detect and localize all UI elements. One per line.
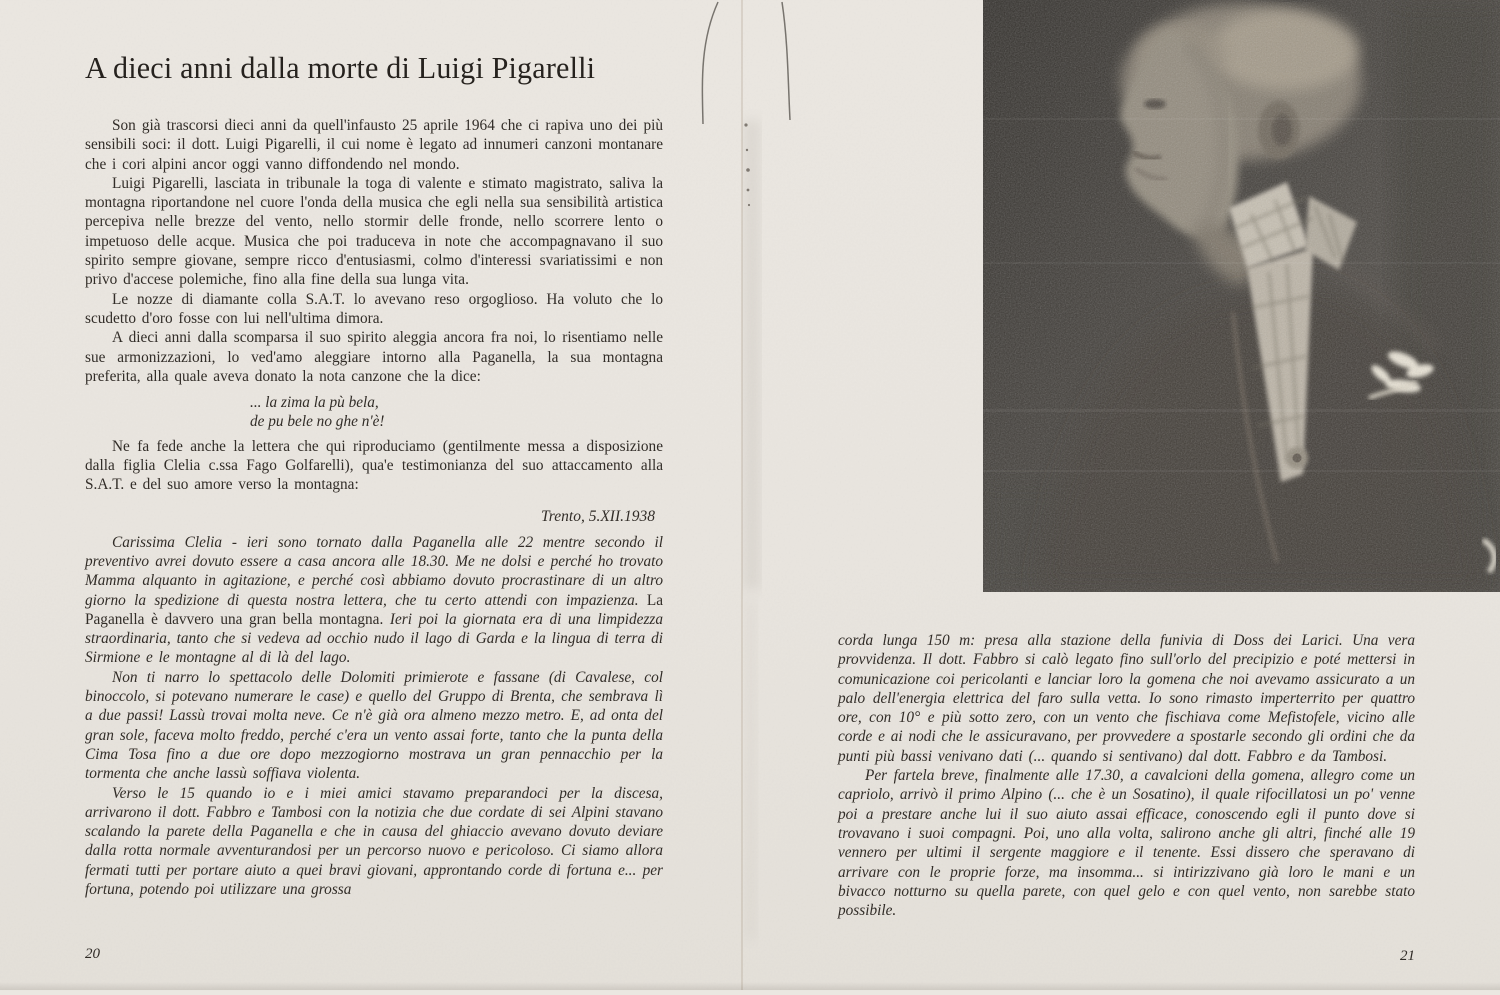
- letter-paragraph-1: [85, 533, 663, 668]
- letter-paragraph-1-part1: Carissima Clelia - ieri sono tornato dalla Paganella alle 22 mentre secondo il preventivo avrei dovuto essere a casa ancora alle 18.30. Me ne dolsi e perché ho trovato Mamma alquanto in agitazione, e perché così abbiamo dovuto procrastinare di un altro giorno la spedizione di questa nostra lettera, che tu certo attendi con impazienza.: [85, 533, 663, 609]
- page-left: [85, 50, 663, 899]
- paragraph-intro-2: Luigi Pigarelli, lasciata in tribunale la toga di valente e stimato magistrato, saliva la montagna riportandone nel cuore l'onda della musica che egli nella sua sensibilità artistica percepiva nelle brezze del vento, nello stormir delle fronde, nello scorrere lento o impetuoso delle acque. Musica che poi traduceva in note che accompagnavano il suo spirito sempre giovane, sempre ricco d'entusiasmi, colmo d'interessi svariatissimi e non privo d'accese polemiche, fino alla fine della sua lunga vita.: [85, 174, 663, 289]
- letter-paragraph-2: Non ti narro lo spettacolo delle Dolomiti primierote e fassane (di Cavalese, col binoccolo, si potevano numerare le case) e quello del Gruppo di Brenta, che sembrava lì a due passi! Lassù trovai molta neve. Ce n'è già ora almeno mezzo metro. E, ad onta del gran sole, faceva molto freddo, perché c'era un vento assai forte, tanto che la punta della Cima Tosa fino a due ore dopo mezzogiorno mostrava un gran pennacchio per la tormenta che anche lassù soffiava violenta.: [85, 668, 663, 783]
- paragraph-intro-1: Son già trascorsi dieci anni da quell'infausto 25 aprile 1964 che ci rapiva uno dei più sensibili soci: il dott. Luigi Pigarelli, il cui nome è legato ad innumeri canzoni montanare che i cori alpini ancor oggi vanno diffondendo nel mondo.: [85, 117, 663, 173]
- letter-dateline: Trento, 5.XII.1938: [541, 507, 655, 525]
- letter-text-left: [85, 533, 663, 900]
- verse-line-1: ... la zima la pù bela,: [250, 394, 379, 412]
- page-fold: [660, 0, 830, 990]
- paragraph-intro-4: A dieci anni dalla scomparsa il suo spirito aleggia ancora fra noi, lo risentiamo nelle sue armonizzazioni, lo ved'amo aleggiare intorno alla Paganella, la sua montagna preferita, alla quale aveva donato la nota canzone che la dice:: [85, 329, 663, 385]
- paragraph-lead-in: Ne fa fede anche la lettera che qui riproduciamo (gentilmente messa a disposizione dalla figlia Clelia c.ssa Fago Golfarelli), qua'e testimonianza del suo attaccamento alla S.A.T. e del suo amore verso la montagna:: [85, 437, 663, 494]
- letter-paragraph-5: Per fartela breve, finalmente alle 17.30, a cavalcioni della gomena, allegro come un capriolo, arrivò il primo Alpino (... che è un Sosatino), il quale rifocillatosi un po' venne poi a prestare anche lui il suo aiuto assai efficace, conoscendo egli il punto dove si trovavano i suoi compagni. Poi, uno alla volta, salirono anche gli altri, finché alle 19 vennero per ultimi il sergente maggiore e il tenente. Essi dissero che speravano di arrivare con le proprie forze, ma insomma... si intirizzivano già loro le mani e un bivacco notturno su quella parete, con quel gelo e con quel vento, non sarebbe stato possibile.: [838, 767, 1415, 920]
- page-bottom-shadow: [0, 982, 1500, 990]
- letter-paragraph-3: Verso le 15 quando io e i miei amici stavamo preparandoci per la discesa, arrivarono il dott. Fabbro e Tambosi con la notizia che due cordate di sei Alpini stavano scalando la parete della Paganella e che in causa del ghiaccio avevano dovuto deviare dalla rotta normale avventurandosi per un percorso nuovo e pericoloso. Ci siamo allora fermati tutti per portare aiuto a quei bravi giovani, approntando corde di fortuna e... per fortuna, potendo poi utilizzare una grossa: [85, 784, 663, 898]
- portrait-photo: [983, 0, 1500, 592]
- page-number-left: 20: [85, 946, 100, 962]
- letter-paragraph-1-roman-span: La Paganella è davvero una gran bella montagna.: [85, 591, 663, 628]
- photo-grain: [983, 0, 1500, 592]
- letter-paragraph-4: corda lunga 150 m: presa alla stazione della funivia di Doss dei Larici. Una vera provvidenza. Il dott. Fabbro si calò legato fino sull'orlo del precipizio e poté mettersi in comunicazione coi pericolanti e lanciar loro la gomena che noi avevamo assicurato a un palo dell'energia elettrica del faro sulla vetta. Io sono rimasto imperterrito per quattro ore, con 10° e più sotto zero, con un vento che fischiava come Mefistofele, vicino alle corde e ai nodi che le assicuravano, per provvedere a spostarle secondo gli ordini che da punti più bassi venivano dati (... quando si sentivano) dal dott. Fabbro e da Tambosi.: [838, 632, 1415, 765]
- verse-line-2: de pu bele no ghe n'è!: [250, 413, 385, 431]
- fold-hairline-right: [782, 2, 790, 120]
- paragraph-intro-3: Le nozze di diamante colla S.A.T. lo avevano reso orgoglioso. Ha voluto che lo scudetto d'oro fosse con lui nell'ultima dimora.: [85, 290, 663, 327]
- fold-smudge: [744, 120, 760, 590]
- verse-quote: [250, 393, 663, 432]
- article-title: A dieci anni dalla morte di Luigi Pigarelli: [85, 50, 596, 85]
- fold-hairline-left: [702, 2, 718, 124]
- letter-paragraph-1-part3: Ieri poi la giornata era di una limpidezza straordinaria, tanto che si vedeva ad occhio nudo il lago di Garda e la lingua di terra di Sirmione e le montagne al di là del lago.: [85, 610, 663, 667]
- fold-specks: [744, 123, 750, 206]
- page-number-right: 21: [1400, 948, 1415, 964]
- page-right: [838, 631, 1415, 920]
